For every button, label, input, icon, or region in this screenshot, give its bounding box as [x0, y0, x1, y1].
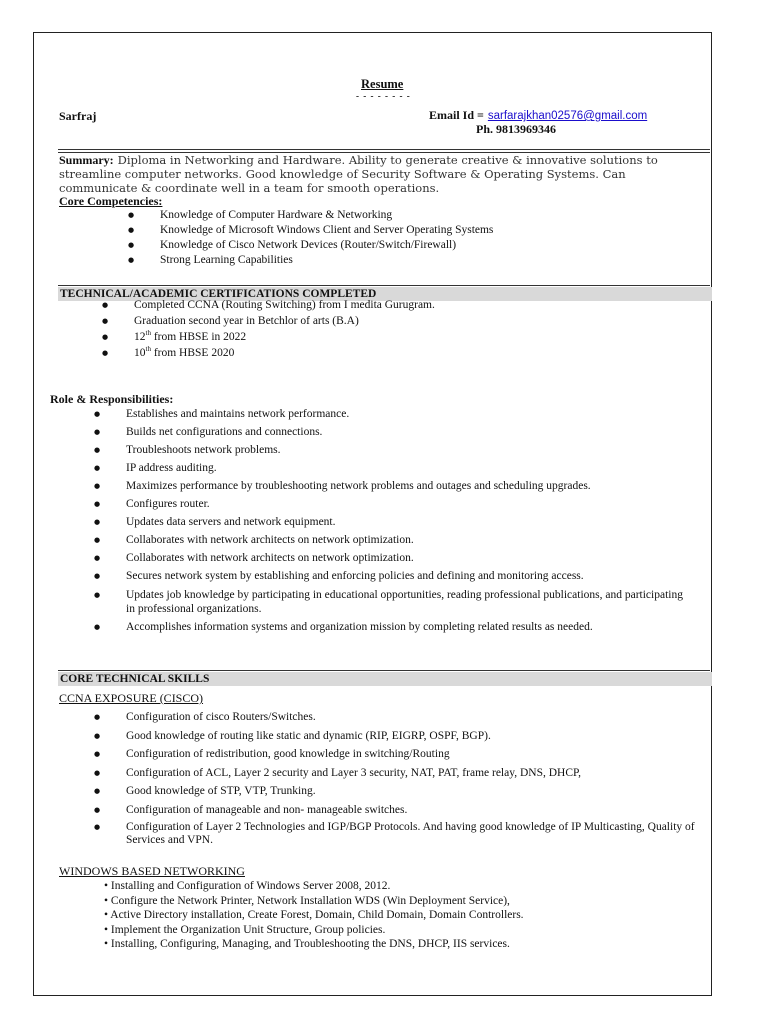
list-item: • Installing, Configuring, Managing, and Troubleshooting the DNS, DHCP, IIS services.	[104, 938, 510, 950]
list-item: ● Knowledge of Microsoft Windows Client and Server Operating Systems	[128, 223, 493, 238]
list-item	[102, 345, 435, 361]
list-item: ● Completed CCNA (Routing Switching) from I medita Gurugram.	[102, 297, 435, 313]
roles-heading: Role & Responsibilities:	[50, 392, 174, 406]
email-link[interactable]: sarfarajkhan02576@gmail.com	[487, 110, 648, 122]
grade-suffix: th	[145, 345, 151, 354]
title-dashes: - - - - - - - -	[356, 91, 411, 101]
list-item: ● Graduation second year in Betchlor of arts (B.A)	[102, 313, 435, 329]
core-competencies-list	[128, 208, 493, 268]
certifications-heading: TECHNICAL/ACADEMIC CERTIFICATIONS COMPLETED	[58, 287, 712, 301]
grade-suffix: th	[145, 329, 151, 338]
list-item: • Configure the Network Printer, Network Installation WDS (Win Deployment Service),	[104, 894, 510, 907]
list-item: ● Configuration of redistribution, good knowledge in switching/Routing	[94, 747, 704, 761]
list-item: ● IP address auditing.	[94, 461, 694, 475]
list-item: ● Troubleshoots network problems.	[94, 443, 694, 457]
list-item: ● Strong Learning Capabilities	[128, 253, 493, 268]
list-item	[102, 329, 435, 345]
list-item: ● Updates data servers and network equipment.	[94, 515, 694, 529]
list-item: • Installing and Configuration of Windows Server 2008, 2012.	[104, 880, 391, 892]
list-item: ● Establishes and maintains network performance.	[94, 407, 694, 421]
list-item: ● Builds net configurations and connections.	[94, 425, 694, 439]
candidate-name: Sarfraj	[59, 109, 97, 123]
list-item: ● Good knowledge of STP, VTP, Trunking.	[94, 784, 704, 798]
list-item: ● Configures router.	[94, 497, 694, 511]
ccna-heading: CCNA EXPOSURE (CISCO)	[59, 691, 204, 705]
summary-label: Summary:	[59, 153, 114, 167]
skills-divider	[58, 670, 710, 671]
resume-page	[33, 32, 712, 996]
grade-detail: from HBSE in 2022	[150, 331, 247, 343]
list-item: ● Knowledge of Cisco Network Devices (Router/Switch/Firewall)	[128, 238, 493, 253]
windows-skills-list	[104, 879, 524, 952]
ccna-skills-list	[94, 710, 704, 847]
certifications-list	[102, 297, 435, 361]
email-line	[429, 108, 647, 123]
phone-number: Ph. 9813969346	[476, 122, 557, 136]
list-item: ● Configuration of cisco Routers/Switches.	[94, 710, 704, 724]
summary-block	[59, 153, 704, 195]
list-item: ● Updates job knowledge by participating in educational opportunities, reading professional publications, and participating in professional organizations.	[94, 588, 694, 616]
grade-number: 10	[134, 347, 146, 359]
list-item: ● Secures network system by establishing and enforcing policies and defining and monitoring access.	[94, 569, 694, 583]
list-item: ● Collaborates with network architects on network optimization.	[94, 533, 694, 547]
core-skills-heading: CORE TECHNICAL SKILLS	[58, 672, 712, 686]
windows-heading: WINDOWS BASED NETWORKING	[59, 864, 245, 878]
list-item: • Active Directory installation, Create Forest, Domain, Child Domain, Domain Controllers.	[104, 909, 524, 921]
grade-detail: from HBSE 2020	[150, 347, 235, 359]
list-item: ● Knowledge of Computer Hardware & Networking	[128, 208, 493, 223]
list-item: ● Configuration of manageable and non- manageable switches.	[94, 803, 704, 817]
list-item: ● Good knowledge of routing like static and dynamic (RIP, EIGRP, OSPF, BGP).	[94, 729, 704, 743]
roles-list	[94, 407, 694, 634]
summary-text: Diploma in Networking and Hardware. Ability to generate creative & innovative solutions to streamline computer networks. Good knowledge of Security Software & Operating Systems. Can communicate & coordinate well in a team for smooth operations.	[59, 153, 658, 195]
core-competencies-heading: Core Competencies:	[59, 194, 163, 208]
certifications-divider	[58, 285, 710, 286]
list-item: ● Accomplishes information systems and organization mission by completing related results as needed.	[94, 620, 694, 634]
list-item: ● Maximizes performance by troubleshooting network problems and outages and scheduling upgrades.	[94, 479, 694, 493]
grade-number: 12	[134, 331, 146, 343]
email-label: Email Id =	[429, 108, 484, 122]
list-item: ● Collaborates with network architects on network optimization.	[94, 551, 694, 565]
resume-title: Resume	[361, 77, 404, 91]
list-item: • Implement the Organization Unit Structure, Group policies.	[104, 923, 386, 936]
list-item: ● Configuration of Layer 2 Technologies and IGP/BGP Protocols. And having good knowledge of IP Multicasting, Quality of Services and VPN.	[94, 821, 704, 847]
list-item: ● Configuration of ACL, Layer 2 security and Layer 3 security, NAT, PAT, frame relay, DNS, DHCP,	[94, 766, 704, 780]
